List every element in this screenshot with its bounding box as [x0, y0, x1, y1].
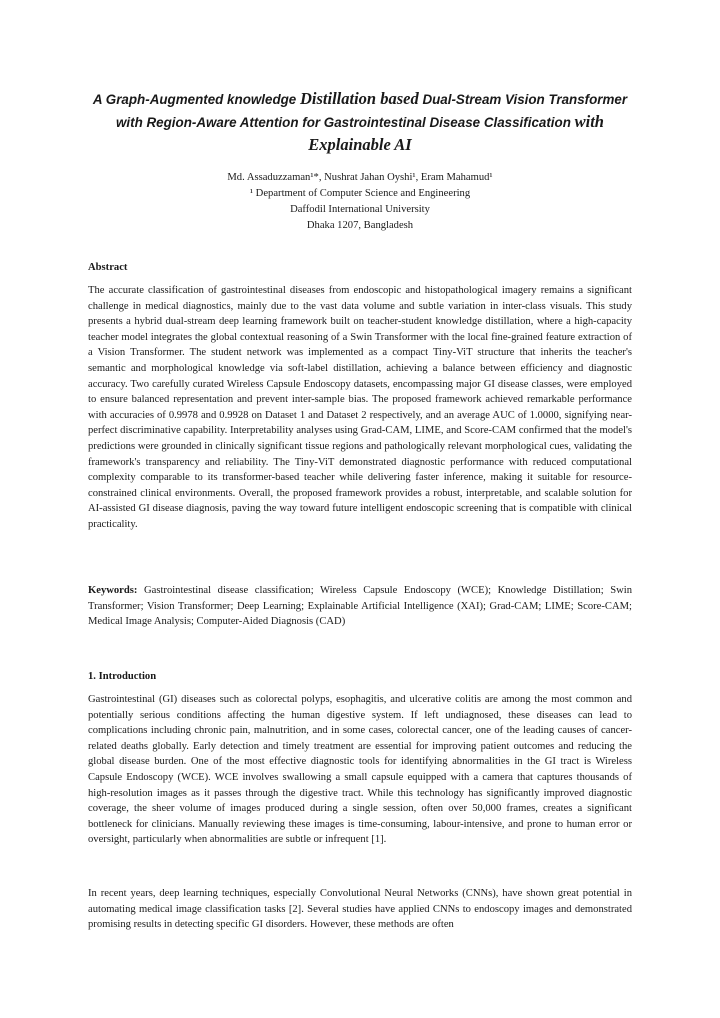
title-part-2: Distillation based — [299, 89, 419, 108]
paper-title — [80, 88, 640, 157]
keywords-label: Keywords: — [88, 585, 138, 596]
introduction-paragraph-1: Gastrointestinal (GI) diseases such as colorectal polyps, esophagitis, and ulcerative colitis are among the most common and potentially serious conditions affecting the human digestive system. If left undiagnosed, these diseases can lead to complications including chronic pain, malnutrition, and in some cases, colorectal cancer, one of the leading causes of cancer-related deaths globally. Early detection and timely treatment are essential for improving patient outcomes and reducing the global disease burden. One of the most effective diagnostic tools for identifying abnormalities in the GI tract is Wireless Capsule Endoscopy (WCE). WCE involves swallowing a small capsule equipped with a camera that captures thousands of high-resolution images as it passes through the digestive tract. While this technology has significantly improved diagnostic coverage, the sheer volume of images produced during a single session, often over 50,000 frames, creates a significant bottleneck for clinicians. Manually reviewing these images is time-consuming, labour-intensive, and prone to human error or oversight, particularly when abnormalities are subtle or infrequent [1]. — [88, 694, 632, 846]
abstract-heading: Abstract — [88, 262, 128, 273]
title-part-1: A Graph-Augmented knowledge — [92, 92, 300, 107]
introduction-paragraph-2: In recent years, deep learning techniques, especially Convolutional Neural Networks (CNNs), have shown great potential in automating medical image classification tasks [2]. Several studies have applied CNNs to endoscopy images and demonstrated promising results in detecting specific GI disorders. However, these methods are often — [88, 888, 632, 931]
title-part-3: Dual-Stream Vision Transformer with Region-Aware Attention for Gastrointestinal Disease Classification — [116, 92, 628, 130]
author-block — [90, 170, 630, 234]
affiliation-university: Daffodil International University — [290, 204, 430, 215]
author-names: Md. Assaduzzaman¹*, Nushrat Jahan Oyshi¹, Eram Mahamud¹ — [227, 172, 493, 183]
keywords-text: Gastrointestinal disease classification; Wireless Capsule Endoscopy (WCE); Knowledge Distillation; Swin Transformer; Vision Transformer; Deep Learning; Explainable Artificial Intelligence (XAI); Grad-CAM; LIME; Score-CAM; Medical Image Analysis; Computer-Aided Diagnosis (CAD) — [88, 585, 632, 628]
abstract-text: The accurate classification of gastrointestinal diseases from endoscopic and histopathological imagery remains a significant challenge in medical diagnostics, mainly due to the vast data volume and subtle variation in inter-class visuals. This study presents a hybrid dual-stream deep learning framework built on teacher-student knowledge distillation, where a high-capacity teacher model integrates the global contextual reasoning of a Swin Transformer with the local fine-grained feature extraction of a Vision Transformer. The student network was implemented as a compact Tiny-ViT structure that inherits the teacher's semantic and morphological knowledge via soft-label distillation, achieving a balance between efficiency and diagnostic accuracy. Two carefully curated Wireless Capsule Endoscopy datasets, encompassing major GI disease classes, were employed to ensure balanced representation and prevent inter-sample bias. The proposed framework achieved remarkable performance with accuracies of 0.9978 and 0.9928 on Dataset 1 and Dataset 2 respectively, and an average AUC of 1.0000, signifying near-perfect discriminative capability. Interpretability analyses using Grad-CAM, LIME, and Score-CAM confirmed that the model's predictions were grounded in clinically significant tissue regions and pathologically relevant morphological cues, validating the framework's transparency and reliability. The Tiny-ViT demonstrated diagnostic performance with reduced computational complexity comparable to its transformer-based teacher while delivering faster inference, making it suitable for resource-constrained clinical environments. Overall, the proposed framework provides a robust, interpretable, and scalable solution for AI-assisted GI disease diagnosis, paving the way toward future intelligent endoscopic screening that is compatible with clinical practicality. — [88, 285, 632, 530]
title-part-4: with Explainable AI — [308, 112, 604, 154]
affiliation-location: Dhaka 1207, Bangladesh — [306, 220, 414, 231]
keywords — [88, 583, 632, 630]
affiliation-department: ¹ Department of Computer Science and Engineering — [249, 188, 471, 199]
section-heading-introduction: 1. Introduction — [88, 671, 157, 682]
